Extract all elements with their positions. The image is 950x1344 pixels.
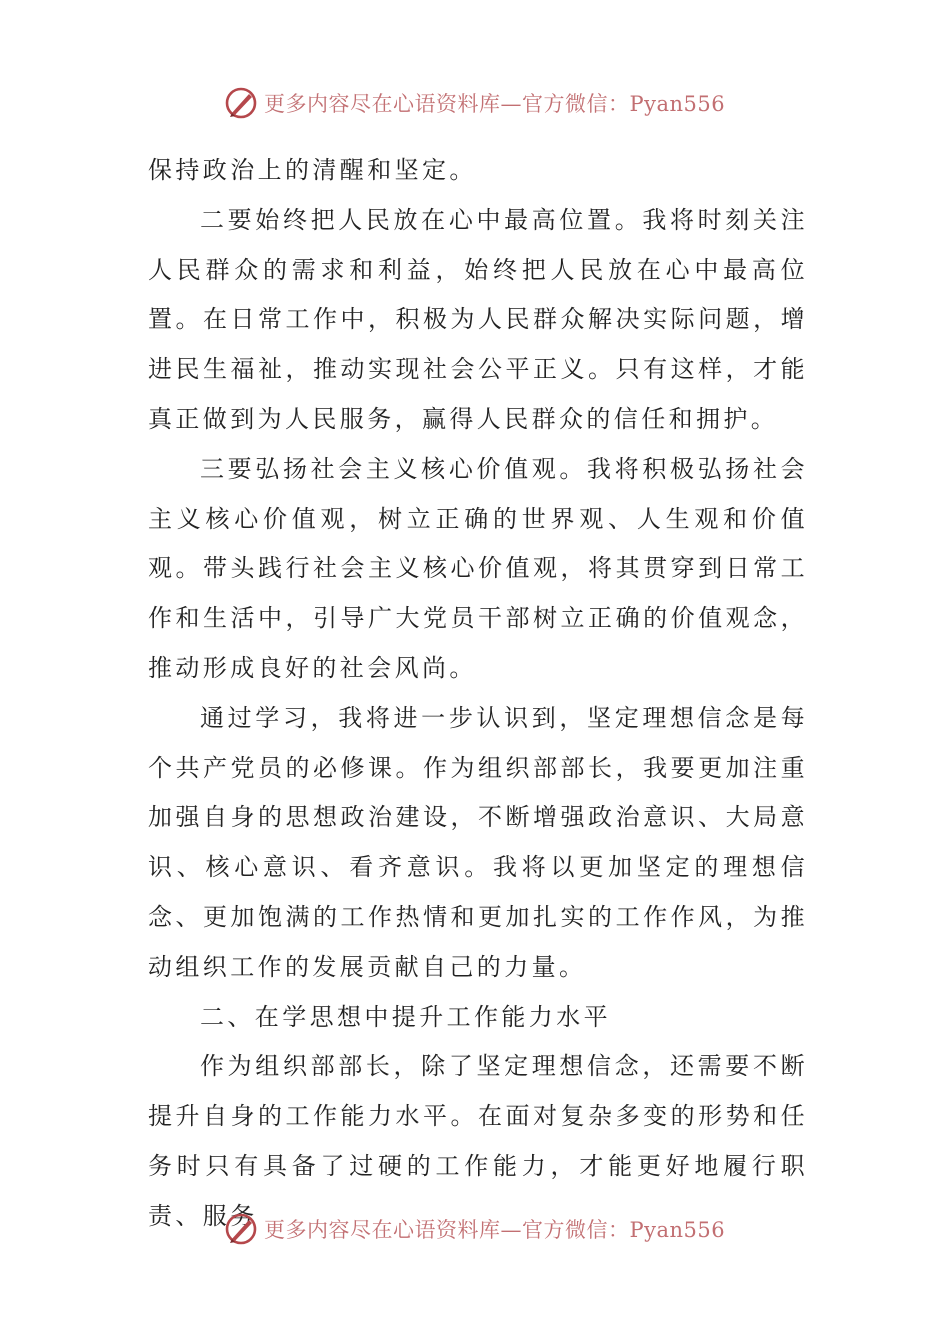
footer-banner-text: 更多内容尽在心语资料库—官方微信：Pyan556 [264, 1218, 726, 1242]
paragraph: 二要始终把人民放在心中最高位置。我将时刻关注人民群众的需求和利益，始终把人民放在心中最高位置。在日常工作中，积极为人民群众解决实际问题，增进民生福祉，推动实现社会公平正义。只有这样，才能真正做到为人民服务，赢得人民群众的信任和拥护。 [148, 205, 808, 433]
paragraph-continuation: 保持政治上的清醒和坚定。 [148, 156, 477, 184]
header-banner [224, 81, 744, 125]
pen-circle-icon [224, 1212, 258, 1246]
paragraph: 作为组织部部长，除了坚定理想信念，还需要不断提升自身的工作能力水平。在面对复杂多变的形势和任务时只有具备了过硬的工作能力，才能更好地履行职责、服务 [148, 1052, 808, 1230]
pen-circle-icon [224, 86, 258, 120]
section-heading: 二、在学思想中提升工作能力水平 [200, 1002, 611, 1031]
footer-banner [224, 1207, 744, 1251]
document-body [148, 146, 808, 1242]
header-banner-text: 更多内容尽在心语资料库—官方微信：Pyan556 [264, 92, 726, 116]
paragraph: 三要弘扬社会主义核心价值观。我将积极弘扬社会主义核心价值观，树立正确的世界观、人生观和价值观。带头践行社会主义核心价值观，将其贯穿到日常工作和生活中，引导广大党员干部树立正确的价值观念，推动形成良好的社会风尚。 [148, 454, 808, 682]
paragraph: 通过学习，我将进一步认识到，坚定理想信念是每个共产党员的必修课。作为组织部部长，我要更加注重加强自身的思想政治建设，不断增强政治意识、大局意识、核心意识、看齐意识。我将以更加坚定的理想信念、更加饱满的工作热情和更加扎实的工作作风，为推动组织工作的发展贡献自己的力量。 [148, 703, 808, 981]
